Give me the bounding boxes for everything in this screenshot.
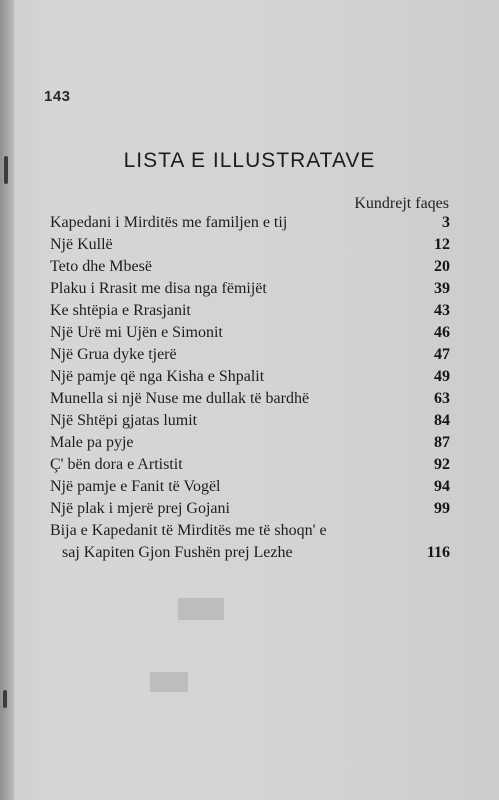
page-number: 143 (44, 88, 71, 105)
list-item (50, 322, 450, 344)
scan-artifact (3, 690, 7, 708)
list-item (50, 388, 450, 410)
list-item (50, 498, 450, 520)
list-item (50, 300, 450, 322)
entry-title: Një Urë mi Ujën e Simonit (50, 324, 223, 341)
entry-title-line-1: Bija e Kapedanit të Mirditës me të shoqn' e (50, 522, 327, 539)
entry-page: 43 (434, 302, 450, 319)
entry-title: Një Kullë (50, 236, 113, 253)
entry-page: 84 (434, 412, 450, 429)
page-gutter (0, 0, 14, 800)
entry-title: Ç' bën dora e Artistit (50, 456, 183, 473)
bleed-through (178, 598, 224, 620)
list-item (50, 520, 450, 564)
list-item (50, 432, 450, 454)
bleed-through (150, 672, 188, 692)
list-item (50, 234, 450, 256)
entry-title: Një plak i mjerë prej Gojani (50, 500, 230, 517)
list-item (50, 366, 450, 388)
list-item (50, 344, 450, 366)
entry-title: Një pamje që nga Kisha e Shpalit (50, 368, 265, 385)
illustrations-list (50, 212, 450, 564)
entry-title: Një Shtëpi gjatas lumit (50, 412, 198, 429)
entry-page: 20 (434, 258, 450, 275)
entry-title: Një pamje e Fanit të Vogël (50, 478, 221, 495)
entry-page: 46 (434, 324, 450, 341)
entry-title: Teto dhe Mbesë (50, 258, 152, 275)
entry-page: 39 (434, 280, 450, 297)
entry-page: 12 (434, 236, 450, 253)
list-item (50, 476, 450, 498)
entry-page: 92 (434, 456, 450, 473)
entry-page: 116 (426, 544, 450, 561)
list-item (50, 256, 450, 278)
entry-title: Një Grua dyke tjerë (50, 346, 177, 363)
entry-page: 94 (434, 478, 450, 495)
page-title: LISTA E ILLUSTRATAVE (123, 149, 376, 172)
entry-page: 47 (434, 346, 450, 363)
entry-title (50, 520, 390, 564)
entry-title-line-2: saj Kapiten Gjon Fushën prej Lezhe (62, 544, 293, 561)
entry-page: 87 (434, 434, 450, 451)
entry-title: Kapedani i Mirditës me familjen e tij (50, 214, 288, 231)
list-item (50, 454, 450, 476)
entry-page: 49 (434, 368, 450, 385)
list-item (50, 410, 450, 432)
entry-page: 63 (434, 390, 450, 407)
page-column-header: Kundrejt faqes (354, 195, 449, 212)
entry-title: Plaku i Rrasit me disa nga fëmijët (50, 280, 267, 297)
list-item (50, 212, 450, 234)
entry-title: Ke shtëpia e Rrasjanit (50, 302, 191, 319)
list-item (50, 278, 450, 300)
entry-page: 3 (442, 214, 450, 231)
entry-title: Munella si një Nuse me dullak të bardhë (50, 390, 310, 407)
entry-title: Male pa pyje (50, 434, 134, 451)
entry-page: 99 (434, 500, 450, 517)
